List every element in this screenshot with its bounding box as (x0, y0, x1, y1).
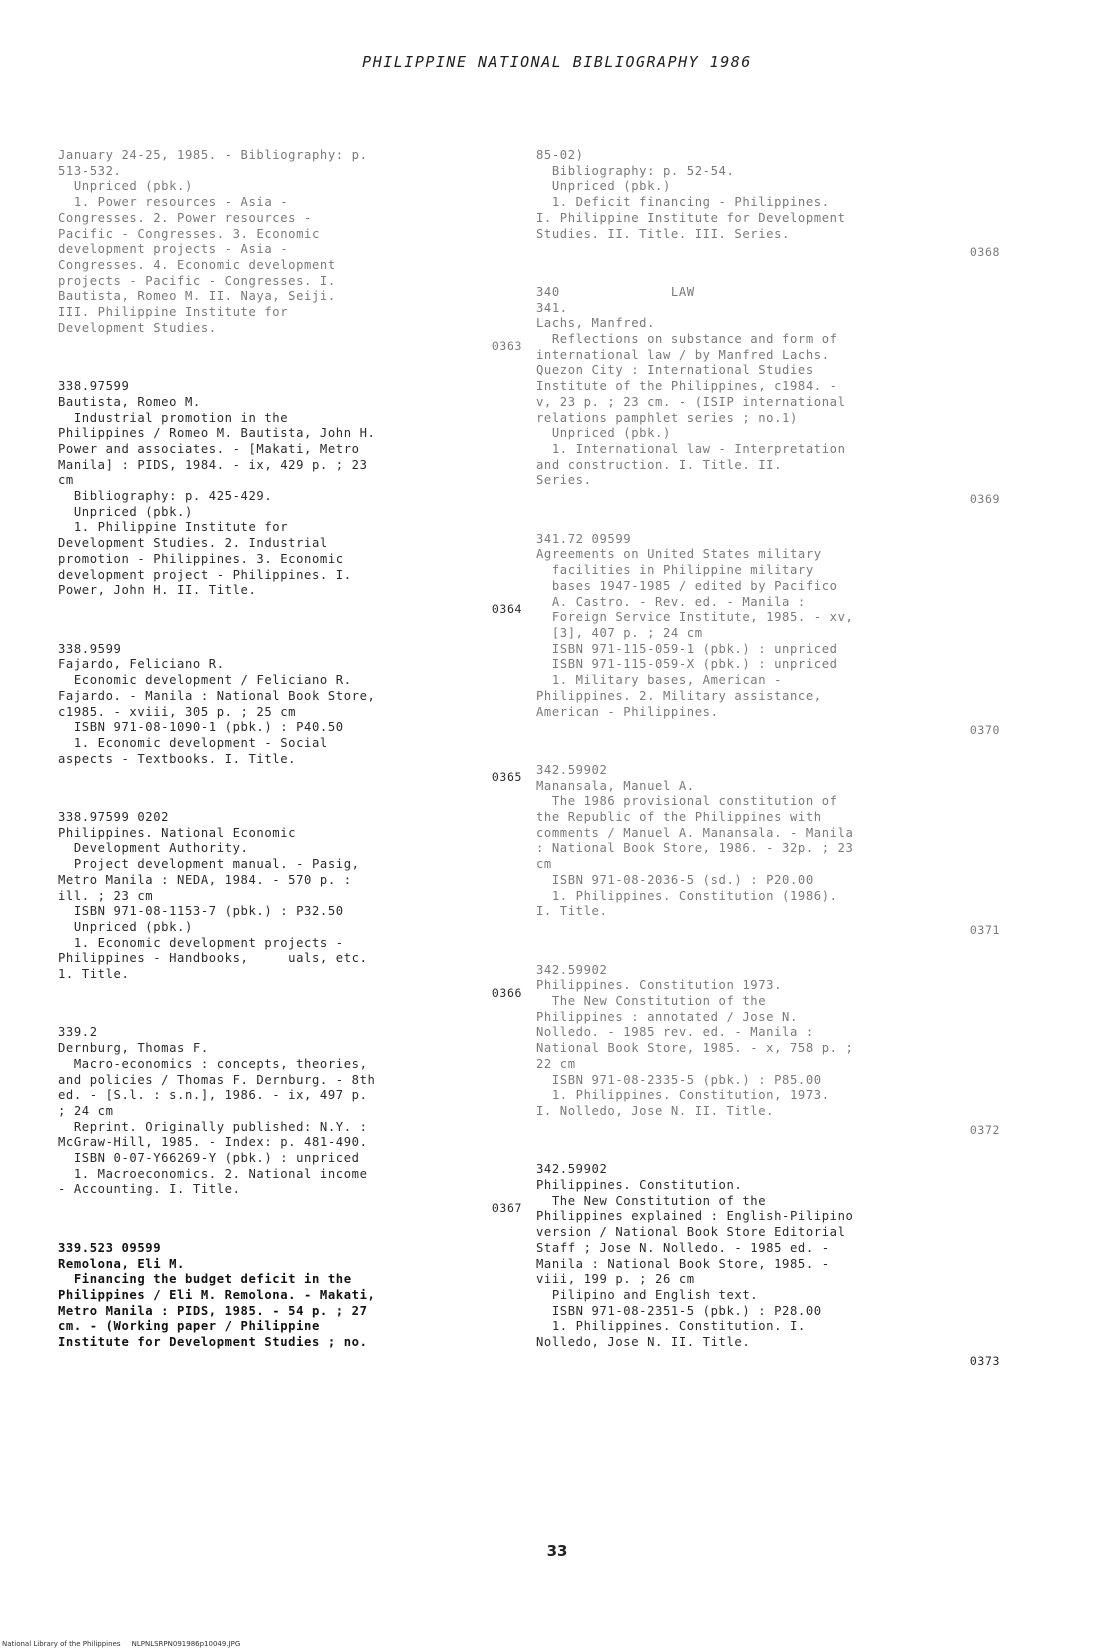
entry-line: 1. Economic development projects - (58, 935, 344, 950)
entry-line: cm. - (Working paper / Philippine (58, 1319, 320, 1334)
entry-line: version / National Book Store Editorial (536, 1225, 846, 1240)
entry-line: 513-532. (58, 163, 122, 178)
entry-gap (58, 1001, 528, 1025)
entry-line: comments / Manuel A. Manansala. - Manila (536, 825, 854, 840)
entry-line: Philippines / Romeo M. Bautista, John H. (58, 426, 376, 441)
entry-line: Nolledo. - 1985 rev. ed. - Manila : (536, 1025, 814, 1040)
entry-line: 338.97599 0202 (58, 810, 170, 825)
entry-control-number: 0366 (491, 985, 522, 1000)
entry-line: ISBN 971-08-2036-5 (sd.) : P20.00 (536, 872, 814, 887)
entry-line: projects - Pacific - Congresses. I. (58, 273, 336, 288)
entry-line: : National Book Store, 1986. - 32p. ; 23 (536, 841, 854, 856)
entry-line: 340 LAW (536, 284, 695, 299)
entry-line: I. Nolledo, Jose N. II. Title. (536, 1103, 775, 1118)
entry-line: Philippines. Constitution. (536, 1178, 743, 1193)
entry-line: Bibliography: p. 425-429. (58, 489, 273, 504)
entry-line: Reprint. Originally published: N.Y. : (58, 1119, 368, 1134)
entry-line: 1. Power resources - Asia - (58, 195, 289, 210)
entry-line: Philippines : annotated / Jose N. (536, 1009, 798, 1024)
entry-line: ill. ; 23 cm (58, 888, 154, 903)
entry-line: ISBN 971-115-059-X (pbk.) : unpriced (536, 657, 838, 672)
page-number: 33 (546, 1542, 568, 1560)
entry-control-number: 0363 (491, 339, 522, 354)
page-header-title: PHILIPPINE NATIONAL BIBLIOGRAPHY 1986 (362, 53, 752, 71)
entry-line: The New Constitution of the (536, 994, 767, 1009)
entry-line: 1. Macroeconomics. 2. National income (58, 1166, 368, 1181)
scan-watermark: National Library of the Philippines NLPNLSRPN091986p10049.JPG (2, 1640, 241, 1648)
entry-line: Series. (536, 473, 592, 488)
entry-line: Bautista, Romeo M. II. Naya, Seiji. (58, 289, 336, 304)
bibliography-entry (58, 379, 528, 618)
entry-line: viii, 199 p. ; 26 cm (536, 1272, 695, 1287)
entry-line: ed. - [S.l. : s.n.], 1986. - ix, 497 p. (58, 1088, 368, 1103)
entry-line: promotion - Philippines. 3. Economic (58, 551, 344, 566)
bibliography-entry (58, 810, 528, 1001)
left-column (58, 148, 528, 1351)
entry-line: Development Authority. (58, 841, 249, 856)
entry-line: ISBN 971-08-2351-5 (pbk.) : P28.00 (536, 1303, 822, 1318)
entry-line: 1. Philippines. Constitution (1986). (536, 888, 838, 903)
entry-line: Project development manual. - Pasig, (58, 857, 360, 872)
entry-line: 338.9599 (58, 641, 122, 656)
entry-control-number: 0365 (491, 770, 522, 785)
entry-line: 339.523 09599 (58, 1240, 162, 1255)
entry-line: Lachs, Manfred. (536, 316, 656, 331)
entry-line: 342.59902 (536, 762, 608, 777)
entry-line: 341.72 09599 (536, 531, 632, 546)
entry-line: 1. International law - Interpretation (536, 441, 846, 456)
entry-line: Philippines. National Economic (58, 825, 297, 840)
entry-line: Dernburg, Thomas F. (58, 1041, 209, 1056)
entry-control-number: 0372 (969, 1122, 1000, 1137)
entry-line: 1. Title. (58, 967, 130, 982)
entry-line: and construction. I. Title. II. (536, 457, 783, 472)
entry-line: 1. Philippines. Constitution, 1973. (536, 1088, 830, 1103)
entry-control-number: 0367 (491, 1201, 522, 1216)
entry-gap (536, 508, 1006, 532)
bibliography-entry (536, 763, 1006, 939)
entry-line: ISBN 0-07-Y66269-Y (pbk.) : unpriced (58, 1151, 360, 1166)
entry-line: Reflections on substance and form of (536, 332, 838, 347)
entry-line: 85-02) (536, 148, 584, 162)
entry-line: Power, John H. II. Title. (58, 583, 257, 598)
entry-line: American - Philippines. (536, 704, 719, 719)
entry-line: Foreign Service Institute, 1985. - xv, (536, 610, 854, 625)
entry-control-number: 0373 (969, 1353, 1000, 1368)
entry-line: 338.97599 (58, 379, 130, 394)
entry-line: Bautista, Romeo M. (58, 394, 201, 409)
entry-line: bases 1947-1985 / edited by Pacifico (536, 578, 838, 593)
entry-line: Philippines. 2. Military assistance, (536, 688, 822, 703)
bibliography-entry (536, 1162, 1006, 1369)
entry-line: McGraw-Hill, 1985. - Index: p. 481-490. (58, 1135, 368, 1150)
entry-line: - Accounting. I. Title. (58, 1182, 241, 1197)
entry-line: III. Philippine Institute for (58, 305, 289, 320)
entry-line: Development Studies. (58, 320, 217, 335)
entry-line: 1. Deficit financing - Philippines. (536, 195, 830, 210)
entry-line: The New Constitution of the (536, 1193, 767, 1208)
entry-line: National Book Store, 1985. - x, 758 p. ; (536, 1041, 854, 1056)
entry-control-number: 0364 (491, 601, 522, 616)
entry-line: 342.59902 (536, 1162, 608, 1177)
bibliography-entry (536, 532, 1006, 739)
entry-control-number: 0371 (969, 922, 1000, 937)
entry-line: I. Philippine Institute for Development (536, 210, 846, 225)
entry-line: aspects - Textbooks. I. Title. (58, 751, 297, 766)
entry-line: Manila] : PIDS, 1984. - ix, 429 p. ; 23 (58, 457, 368, 472)
entry-line: 341. (536, 300, 568, 315)
entry-gap (58, 618, 528, 642)
entry-line: ; 24 cm (58, 1103, 114, 1118)
entry-line: 342.59902 (536, 962, 608, 977)
entry-line: Quezon City : International Studies (536, 363, 814, 378)
entry-line: Remolona, Eli M. (58, 1256, 185, 1271)
entry-line: 1. Economic development - Social (58, 735, 328, 750)
entry-line: Development Studies. 2. Industrial (58, 536, 328, 551)
entry-line: Industrial promotion in the (58, 410, 289, 425)
entry-line: Macro-economics : concepts, theories, (58, 1056, 368, 1071)
entry-line: [3], 407 p. ; 24 cm (536, 625, 703, 640)
entry-gap (536, 939, 1006, 963)
entry-line: facilities in Philippine military (536, 563, 814, 578)
entry-gap (58, 355, 528, 379)
entry-line: Manila : National Book Store, 1985. - (536, 1256, 830, 1271)
entry-line: Unpriced (pbk.) (536, 179, 671, 194)
entry-control-number: 0370 (969, 723, 1000, 738)
entry-line: 1. Military bases, American - (536, 673, 783, 688)
entry-line: Studies. II. Title. III. Series. (536, 226, 790, 241)
entry-line: 22 cm (536, 1056, 576, 1071)
entry-line: Philippines - Handbooks, uals, etc. (58, 951, 368, 966)
entry-line: Economic development / Feliciano R. (58, 673, 352, 688)
entry-line: 1. Philippines. Constitution. I. (536, 1319, 806, 1334)
right-column (536, 148, 1006, 1370)
entry-line: Congresses. 4. Economic development (58, 257, 336, 272)
bibliography-entry (536, 148, 1006, 261)
entry-gap (536, 1138, 1006, 1162)
entry-line: Nolledo, Jose N. II. Title. (536, 1335, 751, 1350)
entry-line: Metro Manila : PIDS, 1985. - 54 p. ; 27 (58, 1303, 368, 1318)
entry-line: Congresses. 2. Power resources - (58, 210, 312, 225)
entry-line: v, 23 p. ; 23 cm. - (ISIP international (536, 394, 846, 409)
entry-line: ISBN 971-08-1090-1 (pbk.) : P40.50 (58, 720, 344, 735)
entry-line: and policies / Thomas F. Dernburg. - 8th (58, 1072, 376, 1087)
entry-line: Philippines. Constitution 1973. (536, 978, 783, 993)
entry-line: c1985. - xviii, 305 p. ; 25 cm (58, 704, 297, 719)
entry-line: development projects - Asia - (58, 242, 289, 257)
entry-line: Unpriced (pbk.) (58, 504, 193, 519)
entry-line: ISBN 971-115-059-1 (pbk.) : unpriced (536, 641, 838, 656)
entry-control-number: 0368 (969, 245, 1000, 260)
entry-control-number: 0369 (969, 492, 1000, 507)
entry-line: Manansala, Manuel A. (536, 778, 695, 793)
entry-line: Institute of the Philippines, c1984. - (536, 379, 838, 394)
entry-line: international law / by Manfred Lachs. (536, 347, 830, 362)
entry-line: Bibliography: p. 52-54. (536, 163, 735, 178)
entry-line: development project - Philippines. I. (58, 567, 352, 582)
entry-gap (58, 786, 528, 810)
entry-line: Power and associates. - [Makati, Metro (58, 441, 360, 456)
entry-line: Unpriced (pbk.) (58, 179, 193, 194)
entry-line: Staff ; Jose N. Nolledo. - 1985 ed. - (536, 1240, 830, 1255)
entry-line: ISBN 971-08-1153-7 (pbk.) : P32.50 (58, 904, 344, 919)
entry-line: 1. Philippine Institute for (58, 520, 289, 535)
bibliography-entry (536, 285, 1006, 508)
bibliography-entry (58, 642, 528, 786)
entry-line: relations pamphlet series ; no.1) (536, 410, 798, 425)
entry-line: The 1986 provisional constitution of (536, 794, 838, 809)
entry-line: Pacific - Congresses. 3. Economic (58, 226, 320, 241)
entry-line: Agreements on United States military (536, 547, 822, 562)
entry-line: I. Title. (536, 904, 608, 919)
entry-line: January 24-25, 1985. - Bibliography: p. (58, 148, 368, 162)
entry-gap (58, 1217, 528, 1241)
entry-line: cm (58, 473, 74, 488)
entry-line: Metro Manila : NEDA, 1984. - 570 p. : (58, 872, 352, 887)
entry-line: Financing the budget deficit in the (58, 1272, 352, 1287)
entry-line: Unpriced (pbk.) (58, 919, 193, 934)
bibliography-entry (58, 148, 528, 355)
entry-line: Institute for Development Studies ; no. (58, 1335, 368, 1350)
entry-line: Unpriced (pbk.) (536, 426, 671, 441)
entry-line: 339.2 (58, 1025, 98, 1040)
entry-line: A. Castro. - Rev. ed. - Manila : (536, 594, 806, 609)
bibliography-entry (58, 1025, 528, 1216)
entry-line: Pilipino and English text. (536, 1288, 759, 1302)
bibliography-entry (536, 963, 1006, 1139)
entry-line: Philippines explained : English-Pilipino (536, 1209, 854, 1224)
entry-line: Philippines / Eli M. Remolona. - Makati, (58, 1288, 376, 1302)
bibliography-entry (58, 1241, 528, 1351)
entry-line: cm (536, 857, 552, 872)
entry-line: the Republic of the Philippines with (536, 810, 822, 825)
entry-line: Fajardo, Feliciano R. (58, 657, 225, 672)
entry-gap (536, 739, 1006, 763)
entry-gap (536, 261, 1006, 285)
entry-line: Fajardo. - Manila : National Book Store, (58, 688, 376, 703)
entry-line: ISBN 971-08-2335-5 (pbk.) : P85.00 (536, 1072, 822, 1087)
